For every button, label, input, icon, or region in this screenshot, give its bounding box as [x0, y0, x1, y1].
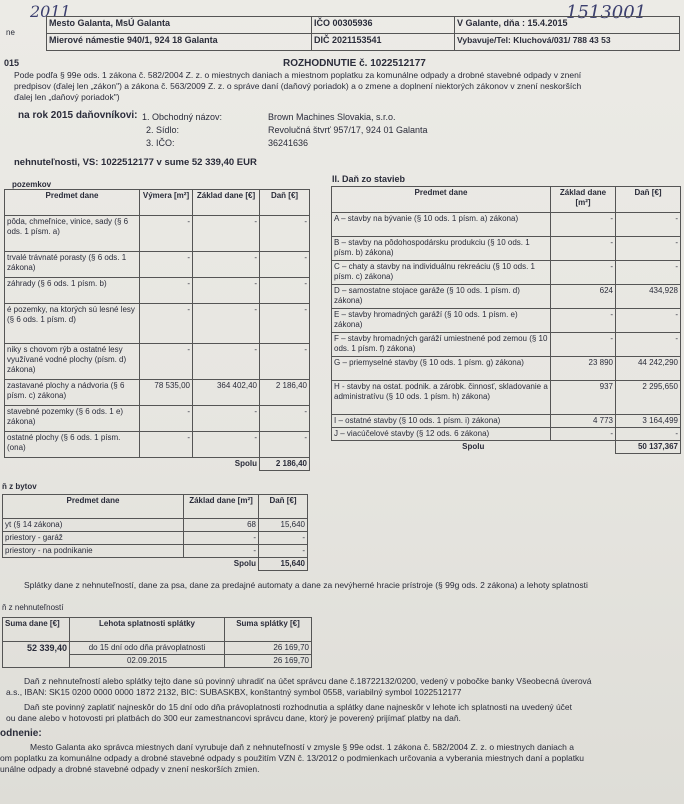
installments-header-due: Lehota splatnosti splátky: [70, 618, 225, 642]
installments-total-sum: 52 339,40: [3, 642, 70, 668]
table-row: F – stavby hromadných garáží umiestnené pod zemou (§ 10 ods. 1 písm. f) zákona) - -: [332, 333, 681, 357]
land-total-value: 2 186,40: [260, 458, 310, 471]
header-address: Mierové námestie 940/1, 924 18 Galanta: [47, 34, 312, 51]
taxpayer-label-ico: 3. IČO:: [146, 138, 175, 148]
table-row: C – chaty a stavby na individuálnu rekreáciu (§ 10 ods. 1 písm. c) zákona) - -: [332, 261, 681, 285]
land-header-base: Základ dane [€]: [193, 190, 260, 216]
taxpayer-name: Brown Machines Slovakia, s.r.o.: [268, 112, 396, 122]
table-row: priestory - garáž - -: [3, 532, 308, 545]
table-row: niky s chovom rýb a ostatné lesy využívané vodné plochy (písm. d) zákona) - - -: [5, 344, 310, 380]
payment-paragraph-1: [6, 676, 682, 698]
table-row: ostatné plochy (§ 6 ods. 1 písm. (ona) - - -: [5, 432, 310, 458]
buildings-table-caption: II. Daň zo stavieb: [332, 174, 406, 184]
buildings-total-value: 50 137,367: [616, 441, 681, 454]
table-row: záhrady (§ 6 ods. 1 písm. b) - - -: [5, 278, 310, 304]
intro-line: ďalej len „daňový poriadok"): [14, 92, 120, 102]
land-header-tax: Daň [€]: [260, 190, 310, 216]
buildings-header-base: Základ dane [m²]: [551, 187, 616, 213]
intro-paragraph: [14, 70, 684, 103]
reason-heading: odnenie:: [0, 728, 42, 739]
land-total-label: Spolu: [234, 459, 257, 468]
buildings-tax-table: [331, 186, 681, 454]
taxpayer-label-seat: 2. Sídlo:: [146, 125, 180, 135]
installments-caption: ň z nehnuteľností: [2, 603, 64, 612]
flats-total-value: 15,640: [259, 558, 308, 571]
land-header-area: Výmera [m²]: [140, 190, 193, 216]
header-date: V Galante, dňa : 15.4.2015: [455, 17, 680, 34]
table-row: é pozemky, na ktorých sú lesné lesy (§ 6 ods. 1 písm. d) - - -: [5, 304, 310, 344]
table-row: G – priemyselné stavby (§ 10 ods. 1 písm. g) zákona) 23 890 44 242,290: [332, 357, 681, 381]
buildings-total-label: Spolu: [462, 442, 485, 451]
table-row: A – stavby na bývanie (§ 10 ods. 1 písm. a) zákona) - -: [332, 213, 681, 237]
flats-header-tax: Daň [€]: [259, 495, 308, 519]
table-row: trvalé trávnaté porasty (§ 6 ods. 1 zákona) - - -: [5, 252, 310, 278]
flats-header-subject: Predmet dane: [3, 495, 184, 519]
paragraph-line: Daň ste povinný zaplatiť najneskôr do 15 dní odo dňa právoplatnosti rozhodnutia a splátky dane najneskôr v lehote ich splatnosti na uvedený účet: [24, 702, 573, 712]
table-row: priestory - na podnikanie - -: [3, 545, 308, 558]
decision-title: ROZHODNUTIE č. 1022512177: [283, 58, 426, 69]
taxpayer-seat: Revolučná štvrť 957/17, 924 01 Galanta: [268, 125, 428, 135]
table-row: zastavané plochy a nádvoria (§ 6 písm. c) zákona) 78 535,00 364 402,40 2 186,40: [5, 380, 310, 406]
paragraph-line: unálne odpady a drobné stavebné odpady v znení neskorších zmien.: [0, 764, 260, 774]
payment-paragraph-2: [6, 702, 682, 724]
installments-header-amount: Suma splátky [€]: [225, 618, 312, 642]
buildings-header-subject: Predmet dane: [332, 187, 551, 213]
header-ico: IČO 00305936: [312, 17, 455, 34]
header-contact: Vybavuje/Tel: Kluchová/031/ 788 43 53: [455, 34, 680, 51]
header-fragment: ne: [6, 28, 15, 37]
intro-line: Pode podľa § 99e ods. 1 zákona č. 582/2004 Z. z. o miestnych daniach a miestnom poplatku za komunálne odpady a drobné stavebné odpady v znení: [14, 70, 582, 80]
table-row: E – stavby hromadných garáží (§ 10 ods. 1 písm. e) zákona) - -: [332, 309, 681, 333]
taxpayer-lead: na rok 2015 daňovníkovi:: [18, 110, 138, 121]
paragraph-line: a.s., IBAN: SK15 0200 0000 0000 1872 2132, BIC: SUBASKBX, konštantný symbol 0558, variabilný symbol 1022512177: [6, 687, 462, 697]
header-table: [46, 16, 680, 51]
table-row: I – ostatné stavby (§ 10 ods. 1 písm. i) zákona) 4 773 3 164,499: [332, 415, 681, 428]
land-header-subject: Predmet dane: [5, 190, 140, 216]
taxpayer-ico: 36241636: [268, 138, 309, 148]
property-tax-summary: nehnuteľnosti, VS: 1022512177 v sume 52 339,40 EUR: [14, 157, 257, 168]
table-row: stavebné pozemky (§ 6 ods. 1 e) zákona) - - -: [5, 406, 310, 432]
reason-paragraph: [0, 742, 684, 775]
flats-header-base: Základ dane [m²]: [184, 495, 259, 519]
table-row: H - stavby na ostat. podnik. a zárobk. činnosť, skladovanie a administratívu (§ 10 ods. 1 písm. h) zákona) 937 2 295,650: [332, 381, 681, 415]
installments-header-sum: Suma dane [€]: [3, 618, 70, 642]
year-fragment: 015: [4, 58, 20, 68]
flats-tax-table: [2, 494, 308, 571]
installments-table: [2, 617, 312, 668]
intro-line: predpisov (ďalej len „zákon") a zákona č. 563/2009 Z. z. o správe daní (daňový poriadok) a o zmene a doplnení niektorých zákonov v znení neskorších: [14, 81, 582, 91]
handwritten-note-right: 1513001: [566, 2, 647, 23]
header-office: Mesto Galanta, MsÚ Galanta: [47, 17, 312, 34]
paragraph-line: Mesto Galanta ako správca miestnych daní vyrubuje daň z nehnuteľností v zmysle § 99e odst. 1 zákona č. 582/2004 Z. z. o miestnych daniach a: [30, 742, 574, 752]
buildings-header-tax: Daň [€]: [616, 187, 681, 213]
table-row: 02.09.2015 26 169,70: [3, 655, 312, 668]
table-row: B – stavby na pôdohospodársku produkciu (§ 10 ods. 1 písm. b) zákona) - -: [332, 237, 681, 261]
land-table-caption: pozemkov: [12, 180, 52, 189]
taxpayer-label-name: 1. Obchodný názov:: [142, 112, 223, 122]
paragraph-line: om poplatku za komunálne odpady a drobné stavebné odpady s použitím VZN č. 13/2012 o podmienkach určovania a vyberania miestnych daní a poplatku: [0, 753, 585, 763]
flats-table-caption: ň z bytov: [2, 482, 37, 491]
paragraph-line: ou dane alebo v hotovosti pri platbách do 300 eur zamestnancovi správcu dane, ktorý je poverený prijímať platby na daň.: [6, 713, 461, 723]
header-dic: DIČ 2021153541: [312, 34, 455, 51]
flats-total-label: Spolu: [233, 559, 256, 568]
table-row: D – samostatne stojace garáže (§ 10 ods. 1 písm. d) zákona) 624 434,928: [332, 285, 681, 309]
table-row: J – viacúčelové stavby (§ 12 ods. 6 zákona) - -: [332, 428, 681, 441]
paragraph-line: Daň z nehnuteľností alebo splátky tejto dane sú povinný uhradiť na účet správcu dane č.18722132/0200, vedený v pobočke banky Všeobecná úverová: [24, 676, 592, 686]
handwritten-note-left: 2011: [30, 2, 71, 21]
table-row: pôda, chmeľnice, vinice, sady (§ 6 ods. 1 písm. a) - - -: [5, 216, 310, 252]
table-row: yt (§ 14 zákona) 68 15,640: [3, 519, 308, 532]
table-row: 52 339,40 do 15 dní odo dňa právoplatnosti 26 169,70: [3, 642, 312, 655]
land-tax-table: [4, 189, 310, 471]
installment-note: Splátky dane z nehnuteľností, dane za psa, dane za predajné automaty a dane za nevýherné hracie prístroje (§ 99g ods. 2 zákona) a lehoty splatnosti: [24, 580, 588, 590]
